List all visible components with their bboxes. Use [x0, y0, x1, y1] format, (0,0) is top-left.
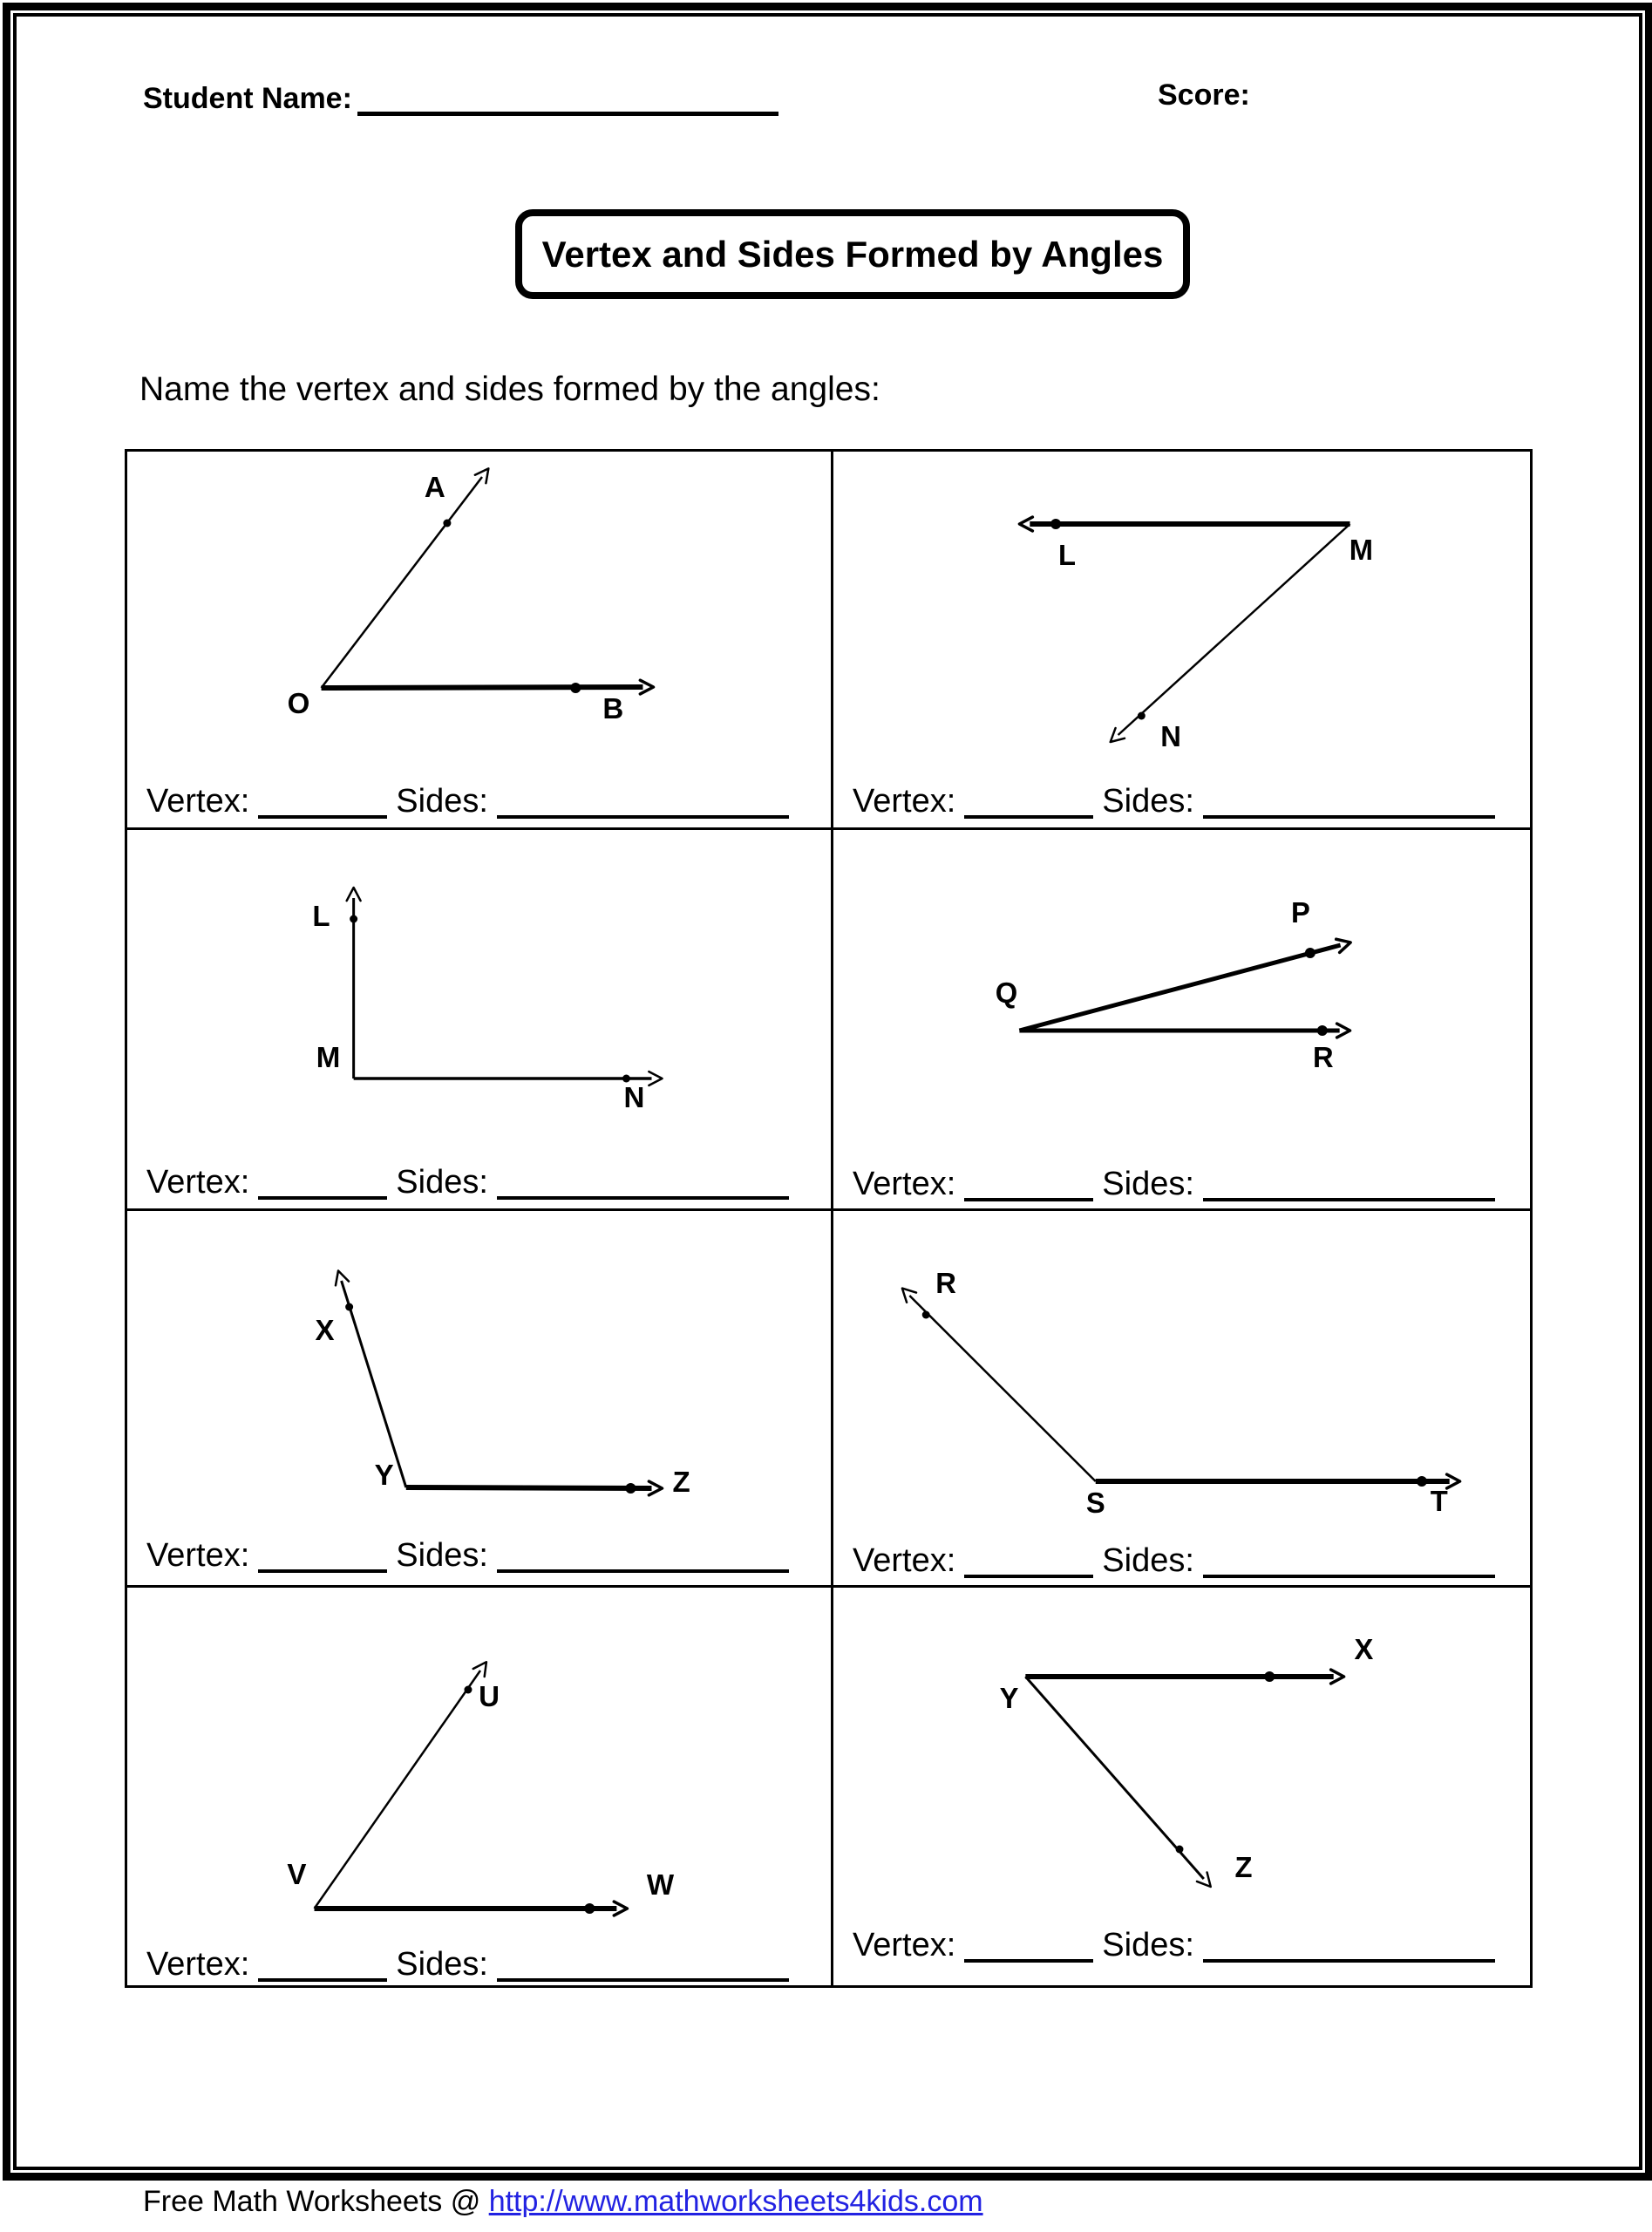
problem-cell-4 — [833, 830, 1530, 1211]
answer-row-2 — [853, 780, 1518, 819]
point-label-P: P — [1291, 895, 1310, 929]
point-label-Z: Z — [672, 1466, 690, 1499]
vertex-answer-blank[interactable] — [964, 780, 1093, 819]
vertex-answer-blank[interactable] — [258, 1534, 387, 1573]
answer-row-4 — [853, 1163, 1518, 1201]
sides-answer-blank[interactable] — [497, 1943, 789, 1982]
point-label-N: N — [623, 1082, 645, 1114]
sides-prompt-label: Sides: — [1102, 1542, 1194, 1579]
worksheet-title: Vertex and Sides Formed by Angles — [541, 233, 1164, 275]
sides-prompt-label: Sides: — [396, 1164, 488, 1201]
answer-row-7 — [146, 1943, 819, 1982]
problem-cell-2 — [833, 452, 1530, 830]
student-name-blank[interactable] — [357, 78, 778, 116]
vertex-prompt-label: Vertex: — [853, 783, 956, 820]
vertex-label-Y: Y — [999, 1681, 1019, 1715]
vertex-prompt-label: Vertex: — [853, 1166, 956, 1202]
answer-row-5 — [146, 1534, 819, 1573]
point-label-X: X — [1354, 1632, 1374, 1666]
vertex-prompt-label: Vertex: — [853, 1927, 956, 1963]
point-label-B: B — [602, 693, 624, 725]
point-label-Z: Z — [1234, 1850, 1253, 1884]
problem-cell-5 — [127, 1211, 833, 1588]
vertex-label-M: M — [316, 1042, 341, 1074]
problems-grid — [125, 449, 1533, 1988]
sides-prompt-label: Sides: — [1102, 1166, 1194, 1202]
point-label-L: L — [312, 901, 330, 933]
student-name-label: Student Name: — [143, 82, 352, 115]
sides-prompt-label: Sides: — [1102, 783, 1194, 820]
sides-answer-blank[interactable] — [497, 1534, 789, 1573]
sides-answer-blank[interactable] — [1203, 1163, 1495, 1201]
vertex-answer-blank[interactable] — [964, 1540, 1093, 1578]
angle-diagram-6 — [833, 1211, 1530, 1560]
sides-answer-blank[interactable] — [1203, 780, 1495, 819]
vertex-prompt-label: Vertex: — [146, 1946, 250, 1983]
ray-arrowhead — [473, 1662, 486, 1677]
vertex-label-Y: Y — [374, 1460, 394, 1492]
sides-prompt-label: Sides: — [396, 783, 488, 820]
vertex-label-O: O — [287, 688, 310, 720]
angle-diagram-7 — [127, 1588, 831, 1936]
point-label-N: N — [1160, 719, 1181, 753]
vertex-answer-blank[interactable] — [258, 1161, 387, 1200]
angle-diagram-3 — [127, 830, 831, 1179]
vertex-prompt-label: Vertex: — [853, 1542, 956, 1579]
point-label-U: U — [479, 1681, 500, 1713]
point-label-R: R — [1312, 1040, 1334, 1074]
sides-prompt-label: Sides: — [396, 1946, 488, 1983]
point-label-T: T — [1430, 1484, 1448, 1518]
point-label-L: L — [1057, 538, 1076, 572]
sides-answer-blank[interactable] — [497, 780, 789, 819]
vertex-label-Q: Q — [995, 976, 1018, 1010]
answer-row-3 — [146, 1161, 819, 1200]
sides-answer-blank[interactable] — [1203, 1540, 1495, 1578]
angle-diagram-5 — [127, 1211, 831, 1560]
answer-row-1 — [146, 780, 819, 819]
sides-answer-blank[interactable] — [1203, 1924, 1495, 1963]
worksheet-title-box — [515, 209, 1190, 299]
vertex-label-V: V — [287, 1859, 307, 1891]
vertex-label-M: M — [1349, 533, 1374, 567]
answer-row-6 — [853, 1540, 1518, 1578]
vertex-answer-blank[interactable] — [964, 1924, 1093, 1963]
problem-cell-7 — [127, 1588, 833, 1985]
ray-arrowhead — [475, 468, 488, 483]
score-label: Score: — [1158, 78, 1250, 112]
problem-cell-8 — [833, 1588, 1530, 1985]
footer-link[interactable]: http://www.mathworksheets4kids.com — [488, 2185, 983, 2218]
point-label-X: X — [315, 1315, 335, 1347]
sides-answer-blank[interactable] — [497, 1161, 789, 1200]
problem-cell-3 — [127, 830, 833, 1211]
point-label-R: R — [935, 1266, 956, 1300]
answer-row-8 — [853, 1924, 1518, 1963]
point-label-W: W — [646, 1869, 675, 1902]
point-label-A: A — [424, 472, 445, 504]
vertex-answer-blank[interactable] — [258, 780, 387, 819]
problem-cell-6 — [833, 1211, 1530, 1588]
vertex-answer-blank[interactable] — [258, 1943, 387, 1982]
vertex-prompt-label: Vertex: — [146, 1164, 250, 1201]
sides-prompt-label: Sides: — [396, 1537, 488, 1574]
footer — [143, 2185, 983, 2219]
student-name-row — [143, 78, 778, 116]
sides-prompt-label: Sides: — [1102, 1927, 1194, 1963]
angle-diagram-2 — [833, 452, 1530, 800]
vertex-label-S: S — [1085, 1486, 1105, 1520]
angle-diagram-4 — [833, 830, 1530, 1179]
instruction-text: Name the vertex and sides formed by the angles: — [139, 371, 880, 408]
angle-diagram-8 — [833, 1588, 1530, 1936]
footer-text: Free Math Worksheets @ — [143, 2185, 489, 2218]
vertex-prompt-label: Vertex: — [146, 783, 250, 820]
problem-cell-1 — [127, 452, 833, 830]
vertex-answer-blank[interactable] — [964, 1163, 1093, 1201]
vertex-prompt-label: Vertex: — [146, 1537, 250, 1574]
angle-diagram-1 — [127, 452, 831, 800]
